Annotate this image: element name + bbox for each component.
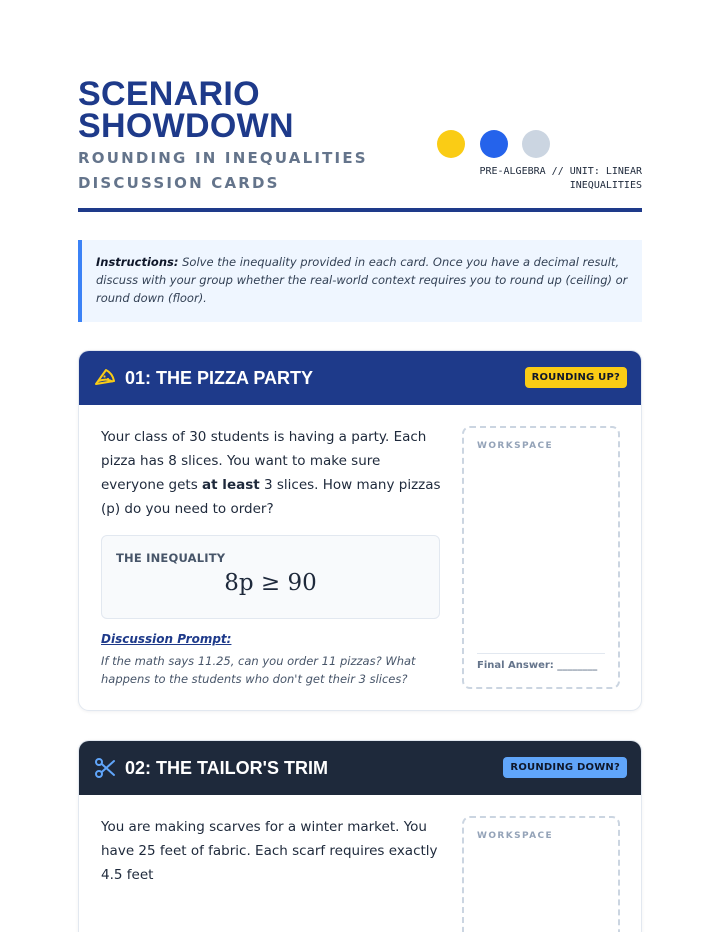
- pizza-slice-icon: [94, 367, 116, 389]
- scenario-card-tailor: [78, 740, 642, 932]
- card-title: 01: THE PIZZA PARTY: [125, 368, 314, 388]
- discussion-prompt-text: If the math says 11.25, can you order 11 pizzas? What happens to the students who don't get their 3 slices?: [101, 654, 416, 686]
- scenario-text: [101, 425, 443, 521]
- scenario-text: You are making scarves for a winter market. You have 25 feet of fabric. Each scarf requires exactly 4.5 feet: [101, 819, 438, 883]
- workspace-label: WORKSPACE: [477, 831, 554, 841]
- scenario-emphasis: at least: [202, 477, 260, 493]
- instructions-box: [78, 240, 642, 322]
- rounding-badge: ROUNDING DOWN?: [503, 757, 627, 778]
- page-header: [78, 75, 642, 214]
- workspace-area[interactable]: [462, 816, 620, 932]
- discussion-prompt-label: Discussion Prompt:: [101, 632, 232, 646]
- scenario-text-part: 3 slices. How many pizzas (p) do you need to order?: [101, 477, 441, 517]
- rounding-badge: ROUNDING UP?: [525, 367, 627, 388]
- workspace-area[interactable]: [462, 426, 620, 689]
- inequality-label: THE INEQUALITY: [116, 551, 226, 565]
- inequality-expression: 8p ≥ 90: [224, 570, 317, 596]
- course-meta-line: INEQUALITIES: [569, 180, 642, 191]
- workspace-label: WORKSPACE: [477, 441, 554, 451]
- scenario-text-part: Your class of 30 students is having a party. Each pizza has 8 slices. You want to make sure everyone gets: [101, 429, 427, 493]
- scenario-card-pizza: [78, 350, 642, 711]
- card-header: [79, 351, 641, 405]
- gray-dot: [522, 130, 550, 158]
- blue-dot: [480, 130, 508, 158]
- inequality-box: [101, 535, 440, 619]
- instructions-text: Solve the inequality provided in each card. Once you have a decimal result, discuss with your group whether the real-world context requires you to round up (ceiling) or round down (floor).: [96, 255, 628, 305]
- instructions-label: Instructions:: [96, 255, 179, 269]
- card-header: [79, 741, 641, 795]
- scissors-icon: [94, 757, 116, 779]
- final-answer-field[interactable]: Final Answer: ________: [477, 660, 598, 671]
- yellow-dot: [437, 130, 465, 158]
- workspace-divider: [477, 653, 605, 654]
- course-meta-line: PRE-ALGEBRA // UNIT: LINEAR: [479, 166, 642, 177]
- header-divider: [78, 208, 642, 212]
- page-title: SCENARIO SHOWDOWN: [78, 75, 294, 145]
- page-subtitle: ROUNDING IN INEQUALITIES DISCUSSION CARDS: [78, 149, 368, 192]
- card-title: 02: THE TAILOR'S TRIM: [125, 758, 328, 778]
- course-meta: [442, 165, 642, 193]
